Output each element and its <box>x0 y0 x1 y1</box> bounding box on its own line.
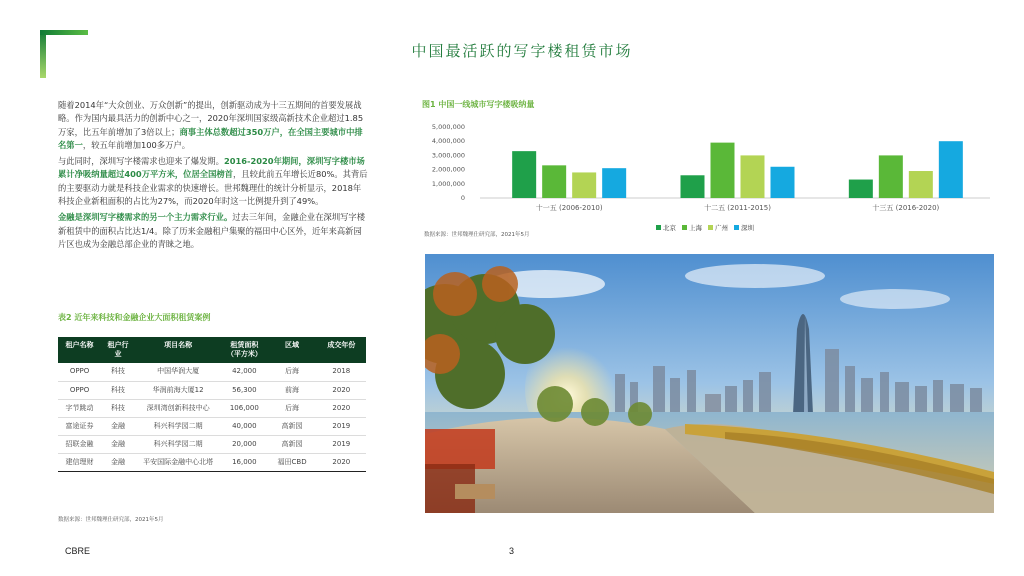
bar-广州 <box>909 171 933 198</box>
chart-title: 图1 中国一线城市写字楼吸纳量 <box>422 100 535 109</box>
table-cell: OPPO <box>58 381 101 399</box>
y-tick-label: 4,000,000 <box>431 137 465 146</box>
y-tick-label: 2,000,000 <box>431 165 465 174</box>
table-cell: 富途证券 <box>58 417 101 435</box>
table-header-cell: 租户名称 <box>58 337 101 363</box>
skyline-illustration <box>425 254 994 513</box>
bar-上海 <box>542 165 566 198</box>
y-tick-label: 1,000,000 <box>431 179 465 188</box>
page-title: 中国最活跃的写字楼租赁市场 <box>411 42 633 60</box>
table-cell: 2019 <box>317 435 366 453</box>
table-cell: OPPO <box>58 363 101 381</box>
body-text <box>58 99 368 254</box>
table-cell: 高新园 <box>267 417 316 435</box>
table-cell: 字节跳动 <box>58 399 101 417</box>
table-row <box>58 399 366 417</box>
absorption-bar-chart <box>415 122 995 232</box>
table-cell: 福田CBD <box>267 453 316 471</box>
corner-accent-horizontal <box>40 30 88 35</box>
bar-北京 <box>849 180 873 198</box>
table-header-cell: 成交年份 <box>317 337 366 363</box>
table-row <box>58 435 366 453</box>
table-cell: 科技 <box>101 399 135 417</box>
x-tick-label: 十一五 (2006-2010) <box>535 204 603 212</box>
table-cell: 深圳湾创新科技中心 <box>135 399 221 417</box>
table-header-cell: 区域 <box>267 337 316 363</box>
table-cell: 2019 <box>317 417 366 435</box>
bar-广州 <box>741 155 765 198</box>
table-cell: 招联金融 <box>58 435 101 453</box>
table-cell: 2020 <box>317 453 366 471</box>
bar-北京 <box>512 151 536 198</box>
legend-item <box>656 223 676 232</box>
legend-item <box>734 223 754 232</box>
table-cell: 高新园 <box>267 435 316 453</box>
y-tick-label: 0 <box>460 194 465 202</box>
table-cell: 106,000 <box>221 399 267 417</box>
table-source: 数据来源：世邦魏理仕研究部，2021年5月 <box>58 517 164 523</box>
legend-swatch <box>708 225 713 230</box>
legend-swatch <box>656 225 661 230</box>
legend-swatch <box>734 225 739 230</box>
paragraph-3 <box>58 211 368 251</box>
bar-北京 <box>681 175 705 198</box>
table-cell: 科技 <box>101 381 135 399</box>
table-row <box>58 363 366 381</box>
table-cell: 华润前海大厦12 <box>135 381 221 399</box>
table-row <box>58 417 366 435</box>
table-cell: 2018 <box>317 363 366 381</box>
table-cell: 金融 <box>101 435 135 453</box>
table-header-cell: 租户行业 <box>101 337 135 363</box>
legend-item <box>682 223 702 232</box>
bar-上海 <box>711 143 735 198</box>
highlight-text: 商事主体总数超过350万户，在全国主要城市中排名第一 <box>58 126 363 150</box>
legend-label: 广州 <box>715 224 728 232</box>
table-cell: 40,000 <box>221 417 267 435</box>
table-cell: 科技 <box>101 363 135 381</box>
table-row <box>58 381 366 399</box>
table-cell: 2020 <box>317 399 366 417</box>
bar-深圳 <box>939 141 963 198</box>
table-header-cell: 租赁面积（平方米） <box>221 337 267 363</box>
table-title: 表2 近年来科技和金融企业大面积租赁案例 <box>58 313 211 322</box>
table-cell: 后海 <box>267 363 316 381</box>
table-cell: 后海 <box>267 399 316 417</box>
table-header-cell: 项目名称 <box>135 337 221 363</box>
legend-swatch <box>682 225 687 230</box>
bar-深圳 <box>602 168 626 198</box>
lease-cases-table <box>58 337 366 472</box>
table-row <box>58 453 366 471</box>
table-cell: 建信理财 <box>58 453 101 471</box>
table-cell: 金融 <box>101 417 135 435</box>
table-cell: 20,000 <box>221 435 267 453</box>
y-tick-label: 3,000,000 <box>431 151 465 160</box>
page-number: 3 <box>509 546 515 556</box>
paragraph-1 <box>58 99 368 152</box>
body-text-run: 与此同时，深圳写字楼需求也迎来了爆发期。 <box>58 156 224 167</box>
table-cell: 2020 <box>317 381 366 399</box>
y-tick-label: 5,000,000 <box>431 123 465 131</box>
chart-source: 数据来源：世邦魏理仕研究部，2021年5月 <box>424 232 530 238</box>
legend-label: 北京 <box>663 224 676 232</box>
bar-上海 <box>879 155 903 198</box>
table-body <box>58 363 366 471</box>
table-cell: 前海 <box>267 381 316 399</box>
city-skyline-photo <box>425 254 994 513</box>
highlight-text: 金融是深圳写字楼需求的另一个主力需求行业。 <box>58 212 233 223</box>
highlight-text: 2016-2020年期间，深圳写字楼市场累计净吸纳量超过400万平方米，位居全国榜首 <box>58 156 365 180</box>
bar-广州 <box>572 172 596 198</box>
paragraph-2 <box>58 155 368 208</box>
body-text-run: ，较五年前增加100多万户。 <box>82 139 191 150</box>
bar-深圳 <box>771 167 795 198</box>
chart-legend <box>656 223 754 232</box>
table-cell: 42,000 <box>221 363 267 381</box>
body-text-run: 随着2014年“大众创业、万众创新”的提出，创新驱动成为十三五期间的首要发展战略。作为国内最具活力的创新中心之一，2020年深圳国家级高新技术企业超过1.85万家，比五年前增加了3倍以上； <box>58 100 364 137</box>
x-tick-label: 十二五 (2011-2015) <box>704 204 771 212</box>
table-cell: 科兴科学园二期 <box>135 417 221 435</box>
table-cell: 56,300 <box>221 381 267 399</box>
x-tick-label: 十三五 (2016-2020) <box>872 204 940 212</box>
table-cell: 16,000 <box>221 453 267 471</box>
legend-label: 深圳 <box>741 224 754 232</box>
body-text-run: ，且较此前五年增长近80%。其背后的主要驱动力就是科技企业需求的快速增长。世邦魏理仕的统计分析显示，2018年科技企业新租面积的占比为27%，而2020年时这一比例提升到了49%。 <box>58 169 368 207</box>
table-cell: 中国华润大厦 <box>135 363 221 381</box>
table-cell: 平安国际金融中心北塔 <box>135 453 221 471</box>
brand-name: CBRE <box>65 546 91 556</box>
table-header-row <box>58 337 366 363</box>
table-cell: 科兴科学园二期 <box>135 435 221 453</box>
legend-label: 上海 <box>689 224 702 232</box>
body-text-run: 过去三年间，金融企业在深圳写字楼新租赁中的面积占比达1/4。除了历来金融租户集聚的福田中心区外，近年来高新园片区也成为金融总部企业的青睐之地。 <box>58 212 366 249</box>
table-cell: 金融 <box>101 453 135 471</box>
legend-item <box>708 223 728 232</box>
